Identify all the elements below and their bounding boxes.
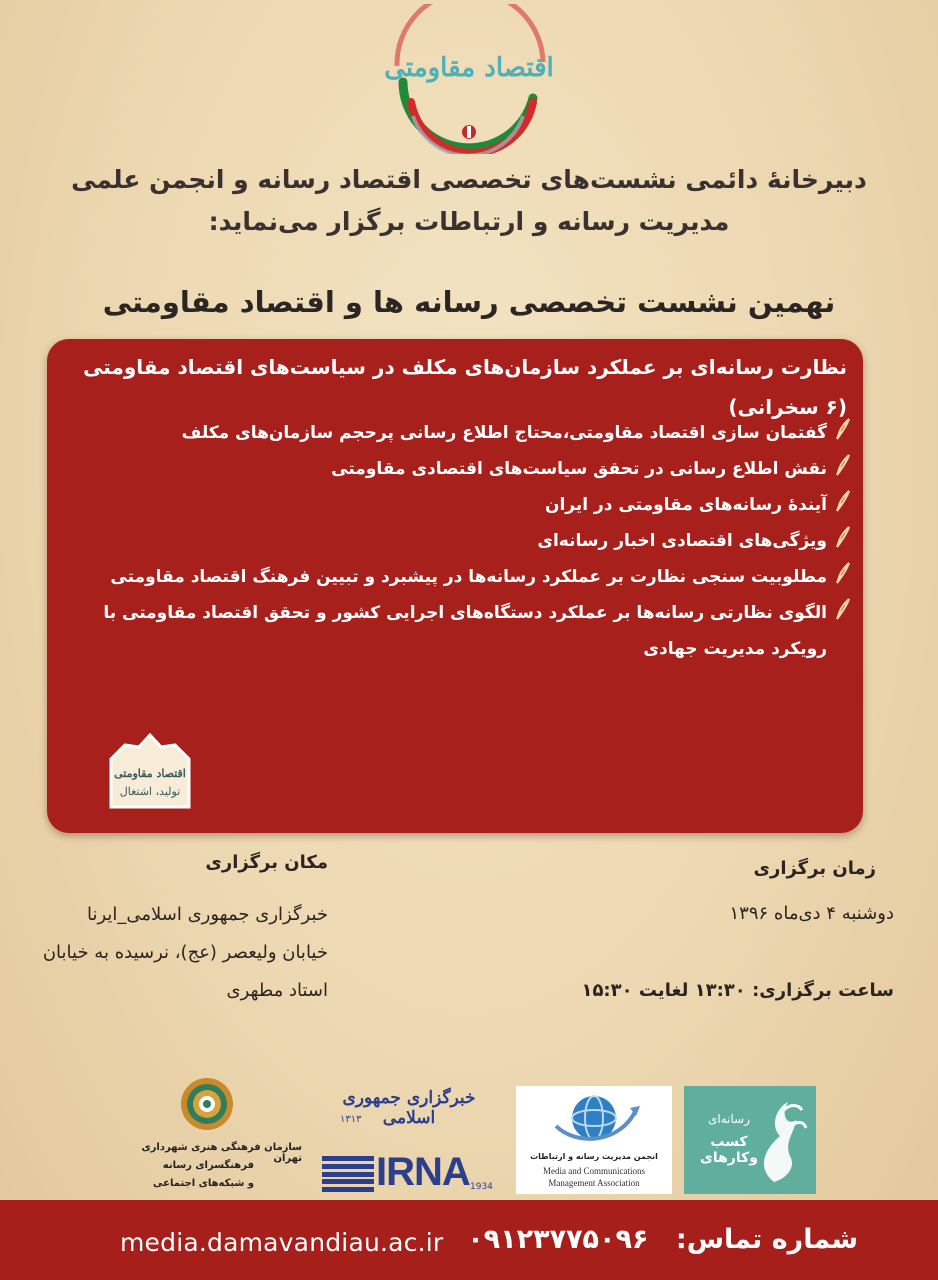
topic-item: [73, 451, 853, 487]
farhangsara-line-1: سازمان فرهنگی هنری شهرداری تهران: [141, 1142, 302, 1164]
topics-panel: [47, 339, 863, 833]
topic-item: [73, 415, 853, 451]
intro-line-1: دبیرخانهٔ دائمی نشست‌های تخصصی اقتصاد رسانه و انجمن علمی: [71, 165, 867, 194]
business-media-logo: [684, 1086, 816, 1194]
farhangsara-line-2: فرهنگسرای رسانه: [162, 1160, 254, 1171]
topic-text: آیندهٔ رسانه‌های مقاومتی در ایران: [544, 495, 827, 515]
quill-icon: [833, 561, 853, 585]
phone-label: شماره تماس:: [675, 1224, 858, 1255]
quill-icon: [833, 453, 853, 477]
topic-text: مطلوبیت سنجی نظارت بر عملکرد رسانه‌ها در پیشبرد و تبیین فرهنگ اقتصاد مقاومتی: [110, 567, 827, 587]
topic-text: نقش اطلاع رسانی در تحقق سیاست‌های اقتصادی مقاومتی: [331, 459, 827, 479]
irna-name: IRNA: [376, 1150, 470, 1194]
venue-line-2: خیابان ولیعصر (عج)، نرسیده به خیابان: [42, 942, 328, 963]
contact-phone: [467, 1224, 858, 1255]
topic-item: [73, 559, 853, 595]
topic-text: گفتمان سازی اقتصاد مقاومتی،محتاج اطلاع رسانی پرحجم سازمان‌های مکلف: [181, 423, 827, 443]
association-name-en-1: Media and Communications: [543, 1166, 645, 1176]
topic-text: ویژگی‌های اقتصادی اخبار رسانه‌ای: [537, 531, 827, 551]
website-link[interactable]: media.damavandiau.ac.ir: [120, 1228, 444, 1257]
farhangsara-logo: [112, 1074, 302, 1198]
irna-year: 1934: [470, 1182, 493, 1192]
association-name-fa: انجمن مدیریت رسانه و ارتباطات: [530, 1152, 658, 1161]
business-logo-line-2: کسب وکارهای: [700, 1134, 758, 1166]
globe-icon: [516, 1086, 672, 1150]
association-logo: [516, 1086, 672, 1194]
quill-icon: [833, 417, 853, 441]
venue-label: مکان برگزاری: [205, 852, 328, 873]
topic-item: [73, 523, 853, 559]
quill-icon: [833, 489, 853, 513]
business-logo-line-1: رسانه‌ای: [707, 1112, 750, 1126]
venue-line-1: خبرگزاری جمهوری اسلامی_ایرنا: [86, 904, 328, 925]
venue-line-3: استاد مطهری: [226, 980, 328, 1001]
resistance-economy-logo: [383, 4, 555, 154]
quill-icon: [833, 525, 853, 549]
intro-line-2: مدیریت رسانه و ارتباطات برگزار می‌نماید:: [208, 207, 730, 236]
logo-text: اقتصاد مقاومتی: [384, 53, 554, 83]
panel-heading: نظارت رسانه‌ای بر عملکرد سازمان‌های مکلف در سیاست‌های اقتصاد مقاومتی (۶ سخرانی): [83, 355, 847, 419]
event-date: دوشنبه ۴ دی‌ماه ۱۳۹۶: [729, 903, 894, 924]
topic-item: [73, 595, 853, 667]
topic-item: [73, 487, 853, 523]
irna-year-fa: ۱۳۱۳: [340, 1114, 362, 1125]
farhangsara-line-3: و شبکه‌های اجتماعی: [153, 1178, 254, 1189]
time-label: زمان برگزاری: [753, 858, 876, 879]
phone-number: ۰۹۱۲۳۷۷۵۰۹۶: [467, 1224, 649, 1255]
seal-line-2: تولید، اشتغال: [119, 785, 181, 798]
rosette-icon: [177, 1074, 237, 1134]
irna-name-fa: خبرگزاری جمهوری اسلامی: [342, 1088, 476, 1128]
quill-icon: [833, 597, 853, 621]
irna-stripes-icon: [322, 1156, 374, 1192]
event-time: ساعت برگزاری: ۱۳:۳۰ لغایت ۱۵:۳۰: [581, 980, 894, 1001]
topic-text: الگوی نظارتی رسانه‌ها بر عملکرد دستگاه‌های اجرایی کشور و تحقق اقتصاد مقاومتی با رویکرد مدیریت جهادی: [103, 603, 827, 659]
seal-line-1: اقتصاد مقاومتی: [114, 767, 186, 780]
resistance-economy-seal: [105, 733, 195, 815]
association-name-en-2: Management Association: [548, 1178, 640, 1188]
irna-logo: [318, 1078, 500, 1198]
event-title: نهمین نشست تخصصی رسانه ها و اقتصاد مقاومتی: [102, 285, 836, 319]
